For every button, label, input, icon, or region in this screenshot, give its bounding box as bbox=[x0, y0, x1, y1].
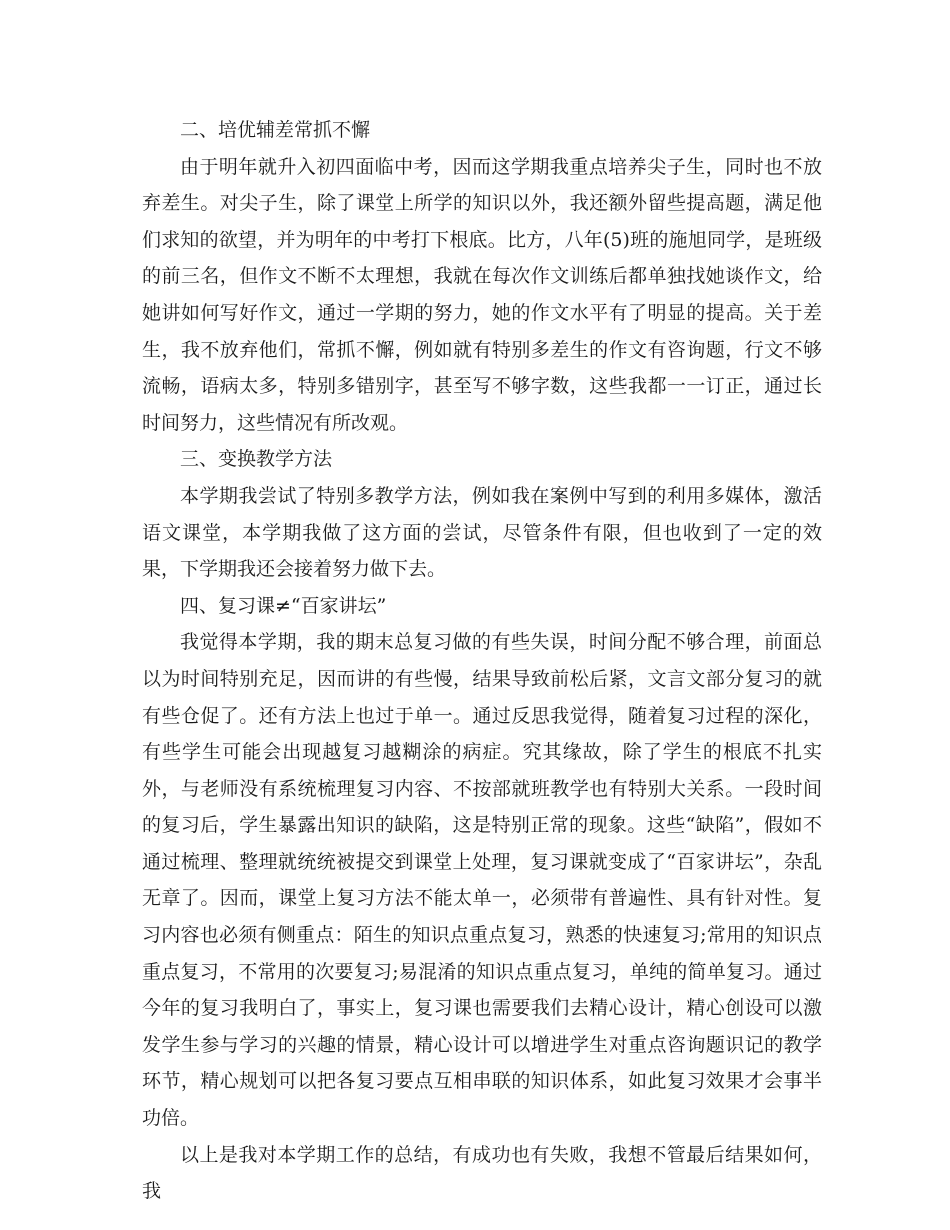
section-heading-3: 三、变换教学方法 bbox=[180, 448, 333, 471]
document-body bbox=[142, 112, 822, 1210]
section-heading-2: 二、培优辅差常抓不懈 bbox=[180, 119, 371, 141]
paragraph-summary: 以上是我对本学期工作的总结，有成功也有失败，我想不管最后结果如何，我 bbox=[142, 1143, 822, 1203]
paragraph-review-class: 我觉得本学期，我的期末总复习做的有些失误，时间分配不够合理，前面总以为时间特别充足，因而讲的有些慢，结果导致前松后紧，文言文部分复习的就有些仓促了。还有方法上也过于单一。通过反思我觉得，随着复习过程的深化，有些学生可能会出现越复习越糊涂的病症。究其缘故，除了学生的根底不扎实外，与老师没有系统梳理复习内容、不按部就班教学也有特别大关系。一段时间的复习后，学生暴露出知识的缺陷，这是特别正常的现象。这些“缺陷”，假如不通过梳理、整理就统统被提交到课堂上处理，复习课就变成了“百家讲坛”，杂乱无章了。因而，课堂上复习方法不能太单一，必须带有普遍性、具有针对性。复习内容也必须有侧重点：陌生的知识点重点复习，熟悉的快速复习;常用的知识点重点复习，不常用的次要复习;易混淆的知识点重点复习，单纯的简单复习。通过今年的复习我明白了，事实上，复习课也需要我们去精心设计，精心创设可以激发学生参与学习的兴趣的情景，精心设计可以增进学生对重点咨询题识记的教学环节，精心规划可以把各复习要点互相串联的知识体系，如此复习效果才会事半功倍。 bbox=[142, 631, 822, 1130]
paragraph-tutoring: 由于明年就升入初四面临中考，因而这学期我重点培养尖子生，同时也不放弃差生。对尖子生，除了课堂上所学的知识以外，我还额外留些提高题，满足他们求知的欲望，并为明年的中考打下根底。比方，八年(5)班的施旭同学，是班级的前三名，但作文不断不太理想，我就在每次作文训练后都单独找她谈作文，给她讲如何写好作文，通过一学期的努力，她的作文水平有了明显的提高。关于差生，我不放弃他们，常抓不懈，例如就有特别多差生的作文有咨询题，行文不够流畅，语病太多，特别多错别字，甚至写不够字数，这些我都一一订正，通过长时间努力，这些情况有所改观。 bbox=[142, 155, 822, 434]
section-heading-4: 四、复习课≠“百家讲坛” bbox=[180, 594, 387, 617]
paragraph-teaching-methods: 本学期我尝试了特别多教学方法，例如我在案例中写到的利用多媒体，激活语文课堂，本学期我做了这方面的尝试，尽管条件有限，但也收到了一定的效果，下学期我还会接着努力做下去。 bbox=[142, 484, 822, 581]
